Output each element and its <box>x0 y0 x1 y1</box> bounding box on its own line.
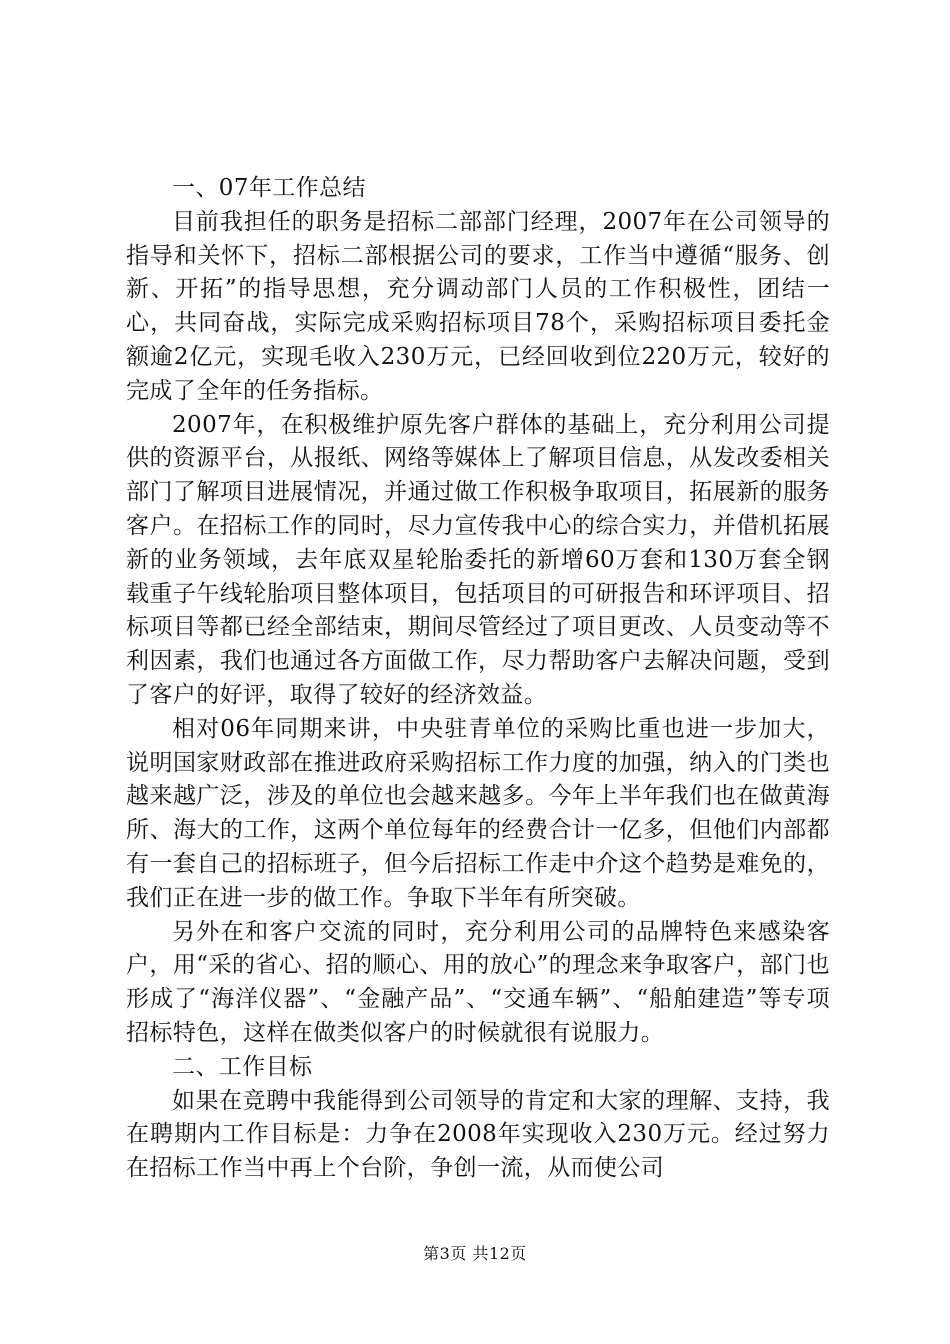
section-heading-work-goals: 二、工作目标 <box>172 1053 313 1080</box>
section-heading-work-summary: 一、07年工作总结 <box>172 175 366 201</box>
page-number-footer: 第3页 共12页 <box>423 1244 527 1263</box>
document-body <box>126 172 830 1186</box>
paragraph-central-units-procurement: 相对06年同期来讲，中央驻青单位的采购比重也进一步加大，说明国家财政部在推进政府采购招标工作力度的加强，纳入的门类也越来越广泛，涉及的单位也会越来越多。今年上半年我们也在做黄海所、海大的工作，这两个单位每年的经费合计一亿多，但他们内部都有一套自己的招标班子，但今后招标工作走中介这个趋势是难免的，我们正在进一步的做工作。争取下半年有所突破。 <box>126 715 830 911</box>
paragraph-brand-features: 另外在和客户交流的同时，充分利用公司的品牌特色来感染客户，用“采的省心、招的顺心、用的放心”的理念来争取客户，部门也形成了“海洋仪器”、“金融产品”、“交通车辆”、“船舶建造”等专项招标特色，这样在做类似客户的时候就很有说服力。 <box>126 918 830 1046</box>
paragraph-goal-statement: 如果在竞聘中我能得到公司领导的肯定和大家的理解、支持，我在聘期内工作目标是：力争在2008年实现收入230万元。经过努力在招标工作当中再上个台阶，争创一流，从而使公司 <box>126 1087 830 1182</box>
paragraph-client-development: 2007年，在积极维护原先客户群体的基础上，充分利用公司提供的资源平台，从报纸、网络等媒体上了解项目信息，从发改委相关部门了解项目进展情况，并通过做工作积极争取项目，拓展新的服务客户。在招标工作的同时，尽力宣传我中心的综合实力，并借机拓展新的业务领域，去年底双星轮胎委托的新增60万套和130万套全钢载重子午线轮胎项目整体项目，包括项目的可研报告和环评项目、招标项目等都已经全部结束，期间尽管经过了项目更改、人员变动等不利因素，我们也通过各方面做工作，尽力帮助客户去解决问题，受到了客户的好评，取得了较好的经济效益。 <box>126 411 830 708</box>
paragraph-position-overview: 目前我担任的职务是招标二部部门经理，2007年在公司领导的指导和关怀下，招标二部根据公司的要求，工作当中遵循“服务、创新、开拓”的指导思想，充分调动部门人员的工作积极性，团结一心，共同奋战，实际完成采购招标项目78个，采购招标项目委托金额逾2亿元，实现毛收入230万元，已经回收到位220万元，较好的完成了全年的任务指标。 <box>126 208 830 404</box>
